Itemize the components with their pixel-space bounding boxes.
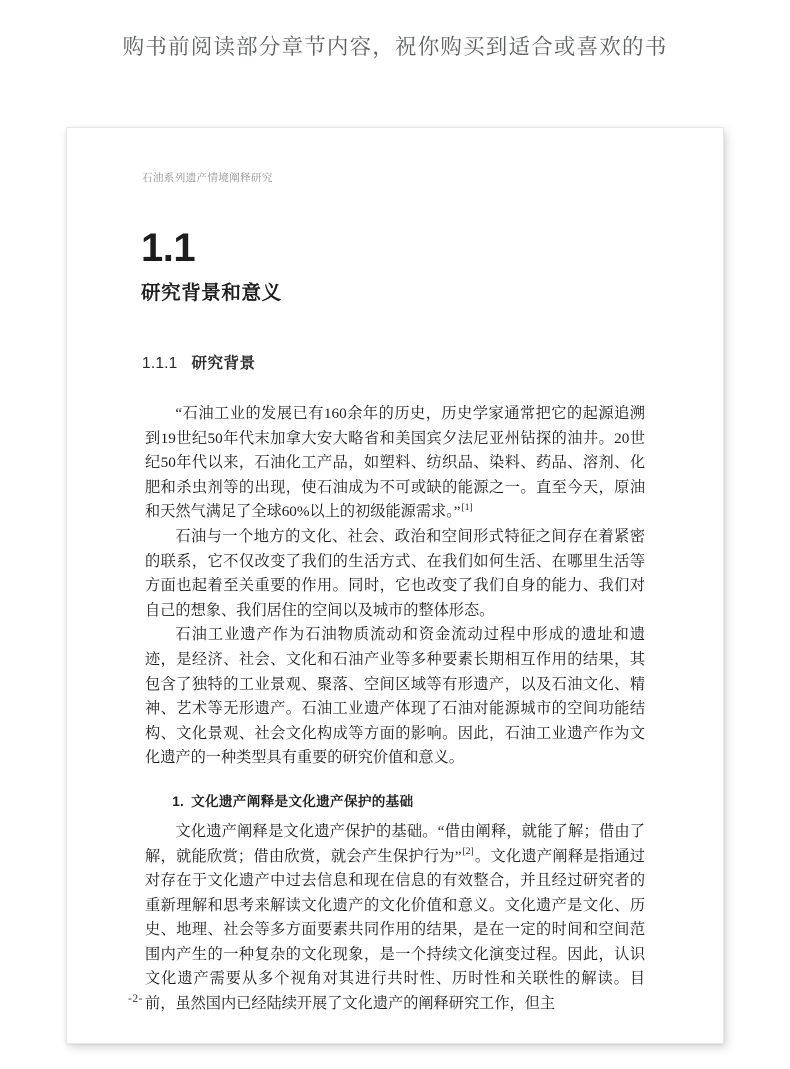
chapter-number: 1.1 (141, 226, 196, 270)
paragraph-text: 石油与一个地方的文化、社会、政治和空间形式特征之间存在着紧密的联系，它不仅改变了我们的生活方式、在我们如何生活、在哪里生活等方面也起着至关重要的作用。同时，它也改变了我们自身的能力、我们对自己的想象、我们居住的空间以及城市的整体形态。 (145, 527, 645, 619)
section-heading (142, 351, 256, 373)
footnote-marker-1: [1] (461, 503, 473, 514)
page-number: -2- (128, 993, 143, 1005)
paragraph-text-continued: 。文化遗产阐释是指通过对存在于文化遗产中过去信息和现在信息的有效整合，并且经过研究者的重新理解和思考来解读文化遗产的文化价值和意义。文化遗产是文化、历史、地理、社会等多方面要素共同作用的结果，是在一定的时间和空间范围内产生的一种复杂的文化现象，是一个持续文化演变过程。因此，认识文化遗产需要从多个视角对其进行共时性、历时性和关联性的解读。目前，虽然国内已经陆续开展了文化遗产的阐释研究工作，但主 (145, 847, 645, 1013)
body-text-column (145, 402, 645, 1017)
paragraph-heritage-interpretation (145, 820, 645, 1017)
book-page-sheet-wrapper (66, 127, 724, 1044)
promo-banner-text: 购书前阅读部分章节内容，祝你购买到适合或喜欢的书 (122, 34, 668, 59)
paragraph-text: “石油工业的发展已有160余年的历史，历史学家通常把它的起源追溯到19世纪50年代末加拿大安大略省和美国宾夕法尼亚州钻探的油井。20世纪50年代以来，石油化工产品，如塑料、纺织品、染料、药品、溶剂、化肥和杀虫剂等的出现，使石油成为不可或缺的能源之一。直至今天，原油和天然气满足了全球60%以上的初级能源需求。” (145, 405, 645, 521)
book-page-sheet (66, 127, 724, 1044)
numbered-sub-heading (145, 790, 645, 810)
section-number: 1.1.1 (142, 355, 178, 372)
section-label: 研究背景 (191, 355, 256, 372)
running-header: 石油系列遗产情境阐释研究 (142, 172, 273, 184)
paragraph-oil-industry-history (145, 402, 645, 525)
footnote-marker-2: [2] (462, 847, 474, 858)
page-content-area (67, 128, 723, 1043)
paragraph-oil-and-place (145, 525, 645, 623)
sub-heading-label: 文化遗产阐释是文化遗产保护的基础 (191, 793, 414, 809)
chapter-title: 研究背景和意义 (141, 282, 282, 304)
promo-banner (0, 0, 790, 90)
chapter-heading-block (141, 228, 282, 305)
sub-heading-number: 1. (172, 793, 185, 809)
paragraph-text: 石油工业遗产作为石油物质流动和资金流动过程中形成的遗址和遗迹，是经济、社会、文化和石油产业等多种要素长期相互作用的结果，其包含了独特的工业景观、聚落、空间区域等有形遗产，以及石油文化、精神、艺术等无形遗产。石油工业遗产体现了石油对能源城市的空间功能结构、文化景观、社会文化构成等方面的影响。因此，石油工业遗产作为文化遗产的一种类型具有重要的研究价值和意义。 (145, 626, 645, 767)
paragraph-text: 文化遗产阐释是文化遗产保护的基础。“借由阐释，就能了解；借由了解，就能欣赏；借由欣赏，就会产生保护行为” (145, 822, 645, 865)
paragraph-industrial-heritage (145, 623, 645, 771)
